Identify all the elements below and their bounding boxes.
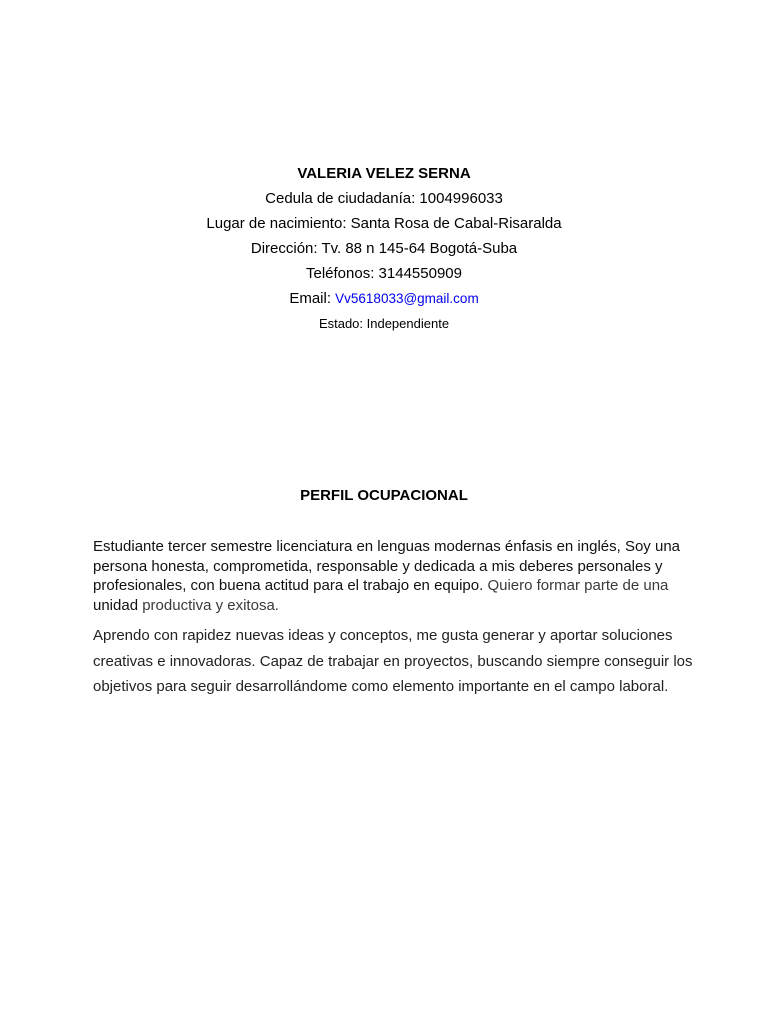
profile-paragraph-1 (93, 537, 683, 615)
profile-paragraph-1-goal: Quiero formar parte de una (483, 577, 669, 594)
contact-header (0, 161, 768, 336)
section-title: PERFIL OCUPACIONAL (300, 487, 468, 504)
birthplace: Lugar de nacimiento: Santa Rosa de Cabal-Risaralda (206, 215, 562, 232)
profile-paragraph-1-end: productiva y exitosa. (138, 596, 279, 614)
email-label: Email: (289, 290, 336, 307)
email-line (0, 286, 768, 311)
profile-paragraph-2: Aprendo con rapidez nuevas ideas y conceptos, me gusta generar y aportar soluciones creativas e innovadoras. Capaz de trabajar en proyectos, buscando siempre conseguir los objetivos para seguir desarrollándome como elemento importante en el campo laboral. (93, 627, 693, 695)
status: Estado: Independiente (318, 316, 450, 331)
profile-paragraph-1-emphasis: unidad (93, 596, 139, 614)
id-number: Cedula de ciudadanía: 1004996033 (265, 190, 503, 207)
address: Dirección: Tv. 88 n 145-64 Bogotá-Suba (250, 240, 518, 257)
full-name: VALERIA VELEZ SERNA (297, 165, 471, 182)
email-link[interactable]: Vv5618033@gmail.com (335, 291, 479, 306)
phone: Teléfonos: 3144550909 (306, 265, 462, 282)
profile-paragraph-1-text: Estudiante tercer semestre licenciatura en lenguas modernas énfasis en inglés, Soy una persona honesta, comprometida, responsable y dedicada a mis deberes personales y profesionales, con buena actitud para el trabajo en equipo. (93, 538, 680, 594)
